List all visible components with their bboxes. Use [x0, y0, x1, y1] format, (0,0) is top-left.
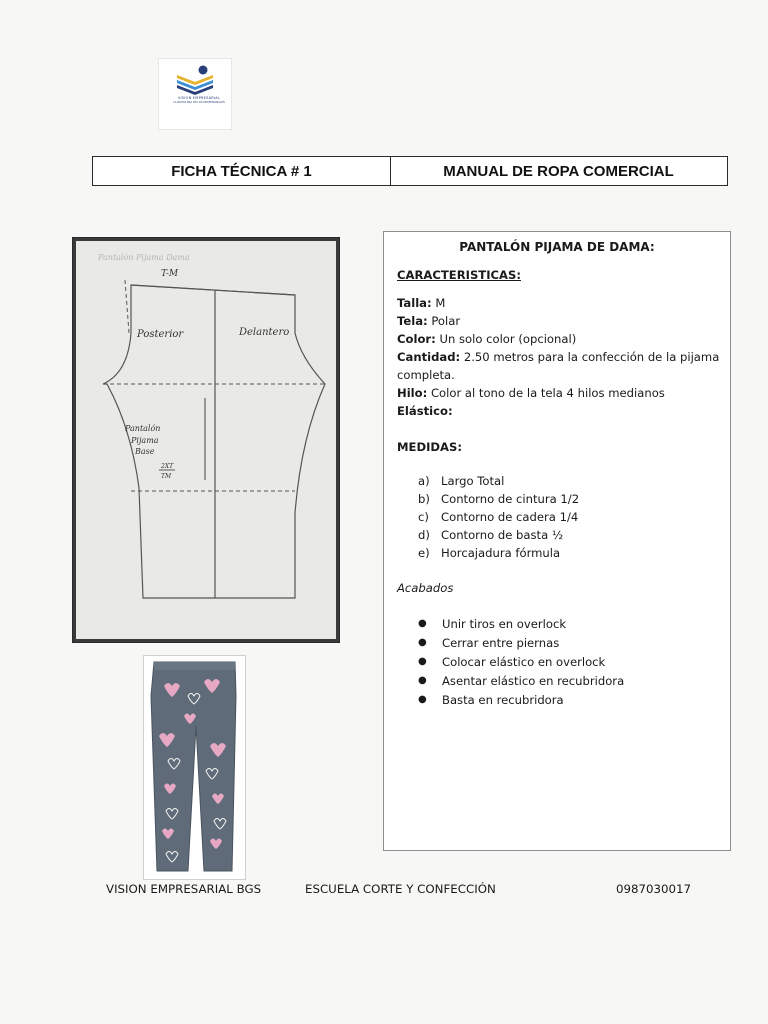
list-item: ● Basta en recubridora: [418, 691, 624, 710]
center-label-line1: Pantalón: [125, 424, 161, 433]
spec-fabric: Tela: Polar: [397, 314, 461, 328]
characteristics-heading: CARACTERISTICAS:: [397, 268, 521, 282]
measures-list: [418, 472, 579, 562]
pattern-sketch-photo: [72, 237, 340, 643]
paper-sheet: [76, 241, 336, 639]
list-item: b) Contorno de cintura 1/2: [418, 492, 580, 506]
sketch-top-note: Pantalón Pijama Dama: [98, 253, 190, 262]
pajama-pants-photo: [143, 655, 246, 880]
pants-waistband: [154, 662, 235, 670]
list-item: ● Asentar elástico en recubridora: [418, 672, 624, 691]
bullet-icon: ●: [418, 694, 427, 705]
logo-subtitle: LA NUEVA ERA DE LOS PROFESIONALES: [173, 101, 225, 104]
bullet-icon: ●: [418, 656, 427, 667]
sheet-number-title: FICHA TÉCNICA # 1: [93, 157, 391, 185]
manual-title: MANUAL DE ROPA COMERCIAL: [443, 162, 674, 180]
finishes-list: [418, 615, 624, 710]
grain-formula-top: 2XT: [161, 463, 174, 470]
footer-phone: 0987030017: [616, 882, 692, 896]
footer-school: ESCUELA CORTE Y CONFECCIÓN: [305, 882, 496, 896]
pants-shape: [151, 662, 236, 871]
center-label-line2: Pijama: [131, 436, 159, 445]
title-bar: [92, 156, 728, 186]
sketch-size-mark: T-M: [161, 269, 179, 279]
bullet-icon: ●: [418, 637, 427, 648]
grain-formula-bottom: TM: [161, 473, 172, 480]
garment-title: PANTALÓN PIJAMA DE DAMA:: [459, 240, 655, 254]
list-item: a) Largo Total: [418, 474, 505, 488]
spec-color: Color: Un solo color (opcional): [397, 332, 577, 346]
measures-heading: MEDIDAS:: [397, 440, 462, 454]
footer-company: VISION EMPRESARIAL BGS: [106, 882, 262, 896]
bullet-icon: ●: [418, 675, 427, 686]
list-item: c) Contorno de cadera 1/4: [418, 510, 579, 524]
spec-panel: [383, 231, 731, 851]
company-logo: [158, 58, 232, 130]
list-item: ● Colocar elástico en overlock: [418, 653, 624, 672]
spec-quantity: Cantidad: 2.50 metros para la confección de la pijama completa.: [397, 350, 720, 382]
front-piece-label: Delantero: [239, 327, 290, 338]
list-item: ● Unir tiros en overlock: [418, 615, 624, 634]
list-item: ● Cerrar entre piernas: [418, 634, 624, 653]
bullet-icon: ●: [418, 618, 427, 629]
back-piece-label: Posterior: [137, 329, 184, 340]
spec-thread: Hilo: Color al tono de la tela 4 hilos medianos: [397, 386, 665, 400]
list-item: e) Horcajadura fórmula: [418, 546, 561, 560]
spec-elastic: Elástico:: [397, 404, 453, 418]
logo-emblem-icon: [173, 65, 217, 97]
finishes-heading: Acabados: [397, 581, 454, 595]
logo-name: VISION EMPRESARIAL: [177, 96, 221, 100]
list-item: d) Contorno de basta ½: [418, 528, 564, 542]
spec-size: Talla: M: [397, 296, 446, 310]
center-label-line3: Base: [135, 447, 155, 456]
